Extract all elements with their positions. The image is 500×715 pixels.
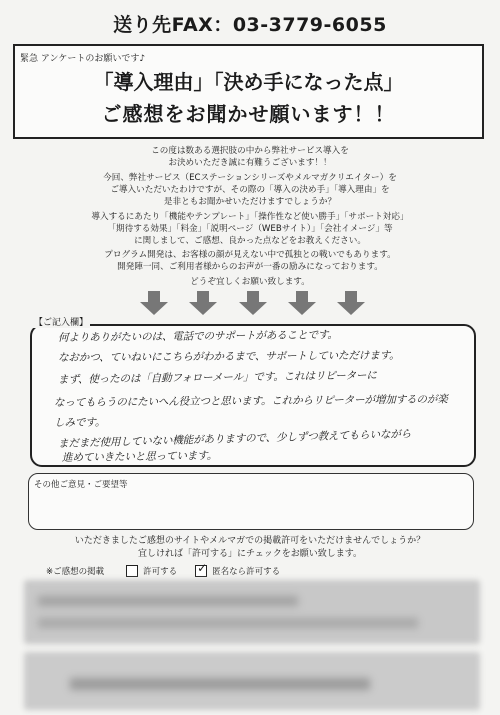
handwritten-line: まだまだ使用していない機能がありますので、少しずつ教えてもらいながら bbox=[57, 428, 412, 450]
handwritten-line: 何よりありがたいのは、電話でのサポートがあることです。 bbox=[57, 329, 338, 344]
permission-line: いただきましたご感想のサイトやメルマガでの掲載許可をいただけませんでしょうか？ bbox=[74, 536, 426, 546]
intro-paragraph-4 bbox=[40, 249, 460, 273]
title-line-1: 「導入理由」「決め手になった点」 bbox=[93, 70, 404, 94]
intro-line: お決めいただき誠に有難うございます！！ bbox=[168, 158, 332, 168]
redacted-area bbox=[24, 580, 480, 644]
down-arrow-icon bbox=[288, 291, 316, 315]
intro-line: 是非ともお聞かせいただけますでしょうか？ bbox=[163, 197, 337, 207]
intro-line: 開発陣一同、ご利用者様からのお声が一番の励みになっております。 bbox=[117, 262, 383, 272]
intro-line: 「期待する効果」「料金」「説明ページ（WEBサイト）」「会社イメージ」等 bbox=[107, 224, 393, 234]
handwritten-line: まず、使ったのは「自動フォローメール」です。これはリピーターに bbox=[57, 369, 377, 386]
allow-label: 許可する bbox=[143, 567, 178, 577]
down-arrow-icon bbox=[189, 291, 217, 315]
intro-line: 導入するにあたり「機能やテンプレート」「操作性など使い勝手」「サポート対応」 bbox=[91, 212, 409, 222]
allow-checkbox[interactable] bbox=[126, 565, 138, 577]
intro-closing: どうぞ宜しくお願い致します。 bbox=[190, 277, 310, 287]
fax-number-header: 送り先FAX：03-3779-6055 bbox=[113, 14, 387, 36]
anonymous-label: 匿名なら許可する bbox=[212, 567, 281, 577]
intro-line: この度は数ある選択肢の中から弊社サービス導入を bbox=[151, 146, 349, 156]
entry-label: 【ご記入欄】 bbox=[32, 315, 90, 328]
permission-question bbox=[30, 535, 470, 561]
other-comments-label: その他ご意見・ご要望等 bbox=[34, 480, 128, 490]
intro-line: ご導入いただいたわけですが、その際の「導入の決め手」「導入理由」を bbox=[110, 185, 390, 195]
permission-line: 宜しければ「許可する」にチェックをお願い致します。 bbox=[137, 549, 362, 559]
down-arrow-icon bbox=[140, 291, 168, 315]
intro-paragraph-3 bbox=[40, 211, 460, 247]
permission-options bbox=[46, 561, 281, 577]
down-arrow-icon bbox=[239, 291, 267, 315]
urgent-note: 緊急 アンケートのお願いです♪ bbox=[20, 54, 146, 64]
checkmark-icon: ✓ bbox=[197, 561, 208, 575]
redacted-area bbox=[24, 652, 480, 710]
handwritten-line: なってもらうのにたいへん役立つと思います。これからリピーターが増加するのが楽しみです。 bbox=[53, 393, 448, 429]
title-line-2: ご感想をお聞かせ願います！！ bbox=[101, 102, 396, 126]
anonymous-checkbox[interactable] bbox=[195, 561, 208, 577]
handwritten-line: 進めていきたいと思っています。 bbox=[61, 449, 218, 464]
intro-line: プログラム開発は、お客様の顔が見えない中で孤独との戦いでもあります。 bbox=[104, 250, 396, 260]
down-arrows bbox=[140, 291, 365, 315]
intro-paragraph-1 bbox=[40, 145, 460, 169]
down-arrow-icon bbox=[337, 291, 365, 315]
intro-line: 今回、弊社サービス（ECステーションシリーズやメルマガクリエイター）を bbox=[103, 173, 397, 183]
permission-row-label: ※ご感想の掲載 bbox=[46, 567, 105, 577]
intro-paragraph-2 bbox=[40, 172, 460, 208]
handwritten-line: なおかつ、ていねいにこちらがわかるまで、サポートしていただけます。 bbox=[57, 349, 400, 364]
entry-box[interactable] bbox=[30, 324, 476, 467]
intro-line: に関しまして、ご感想、良かった点などをお教えください。 bbox=[134, 236, 366, 246]
